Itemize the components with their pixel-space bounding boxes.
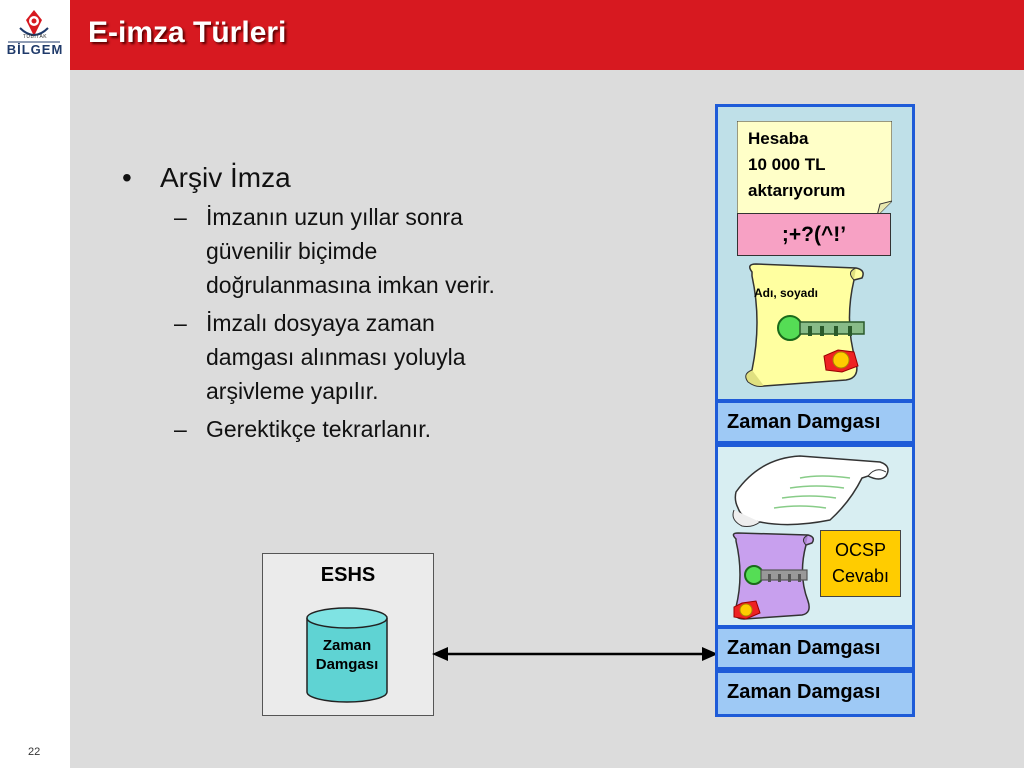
bullet-dash: – — [174, 416, 187, 442]
bullet-sub-2-line-2: damgası alınması yoluyla — [206, 344, 466, 370]
bullet-main: • Arşiv İmza — [118, 160, 588, 196]
signature-cipher: ;+?(^!’ — [737, 213, 891, 256]
logo-small-text: TÜBİTAK — [22, 34, 48, 40]
bullet-sub-1-line-1: İmzanın uzun yıllar sonra — [206, 204, 463, 230]
bullet-dash: – — [174, 310, 187, 336]
left-strip — [0, 0, 70, 768]
rolled-paper-icon — [730, 448, 895, 530]
bullet-sub-2-line-3: arşivleme yapılır. — [206, 378, 379, 404]
bullet-sub-1 — [118, 200, 588, 302]
certificate-scroll-icon — [738, 262, 868, 394]
ocsp-line-1: OCSP — [834, 540, 886, 560]
bullet-dash: – — [174, 204, 187, 230]
database-label — [305, 636, 389, 674]
double-arrow-icon — [432, 643, 718, 665]
logo-name: BİLGEM — [6, 42, 64, 57]
bullet-sub-2-line-1: İmzalı dosyaya zaman — [206, 310, 435, 336]
timestamp-2: Zaman Damgası — [715, 626, 915, 670]
page-number: 22 — [28, 746, 41, 758]
certificate-label: Adı, soyadı — [754, 286, 819, 300]
eshs-title: ESHS — [320, 564, 376, 586]
document-text — [748, 126, 888, 204]
ocsp-response-box — [820, 530, 901, 597]
slide-title: E-imza Türleri — [88, 16, 287, 49]
timestamp-1: Zaman Damgası — [715, 400, 915, 444]
document-text-line-2: 10 000 TL — [748, 155, 826, 174]
eshs-box — [262, 553, 434, 716]
title-bar — [70, 0, 1024, 70]
bullet-sub-2 — [118, 306, 588, 408]
database-label-line-1: Zaman — [322, 637, 372, 654]
ocsp-certificate-scroll-icon — [726, 531, 818, 623]
bullet-sub-1-line-2: güvenilir biçimde — [206, 238, 378, 264]
document-text-line-3: aktarıyorum — [748, 181, 846, 200]
bullet-sub-1-line-3: doğrulanmasına imkan verir. — [206, 272, 495, 298]
bullet-sub-3 — [118, 412, 588, 446]
bullet-list — [118, 160, 588, 450]
database-label-line-2: Damgası — [315, 656, 379, 673]
timestamp-3: Zaman Damgası — [715, 670, 915, 717]
ocsp-line-2: Cevabı — [831, 566, 890, 586]
bullet-sub-3-line-1: Gerektikçe tekrarlanır. — [206, 416, 431, 442]
document-text-line-1: Hesaba — [748, 129, 809, 148]
